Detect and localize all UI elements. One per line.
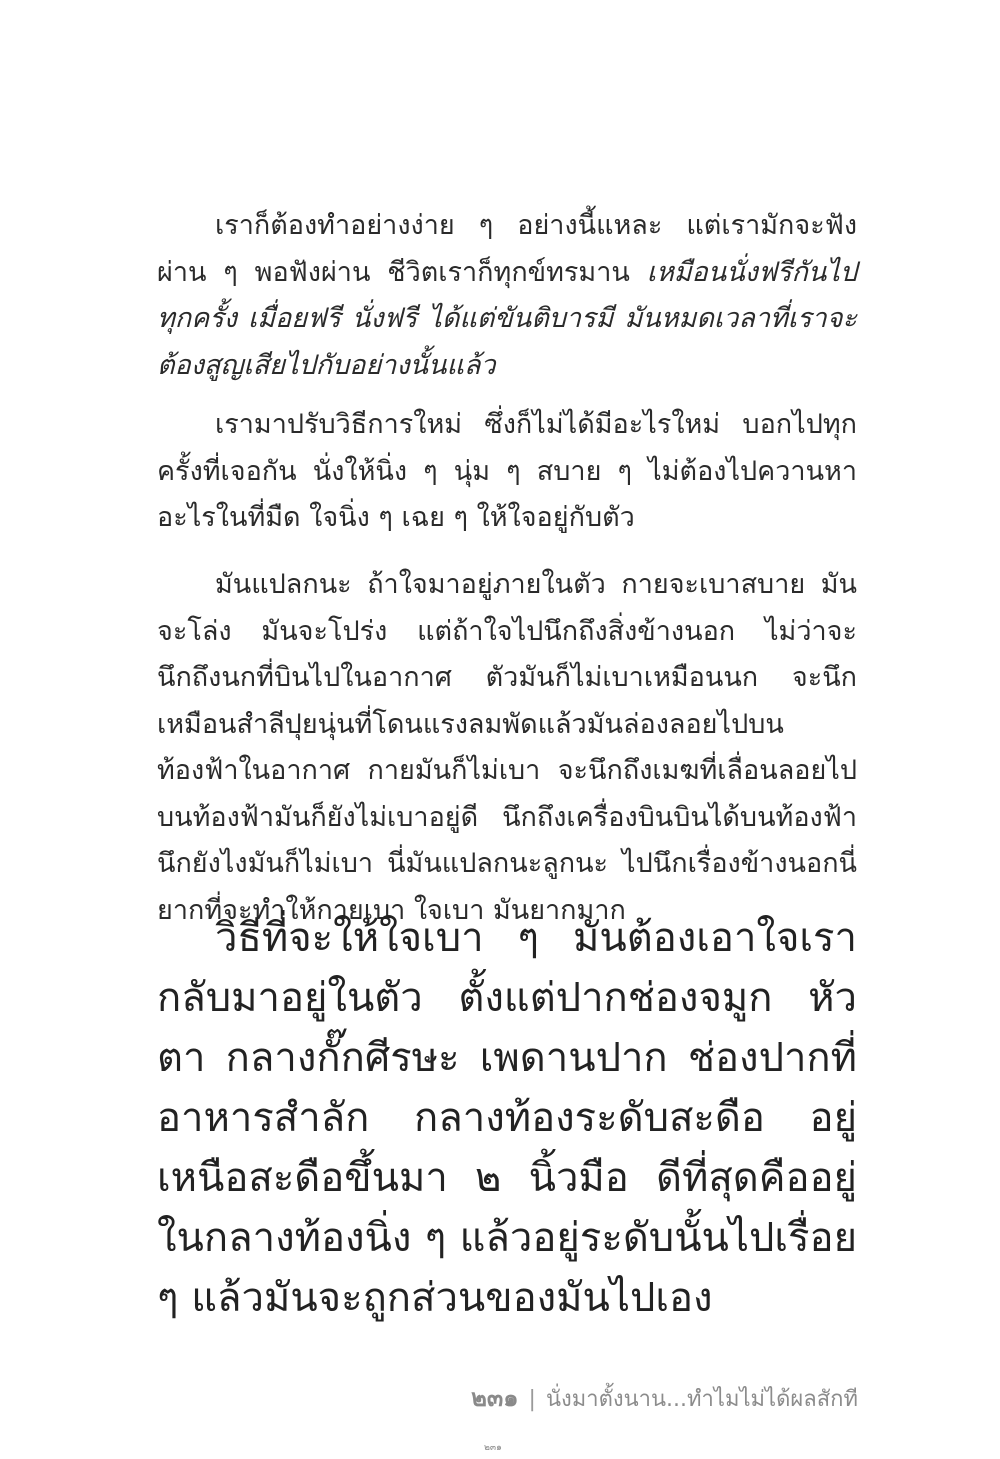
paragraph-3: มันแปลกนะ ถ้าใจมาอยู่ภายในตัว กายจะเบาสบาย มันจะโล่ง มันจะโปร่ง แต่ถ้าใจไปนึกถึงสิ่งข้างนอก ไม่ว่าจะนึกถึงนกที่บินไปในอากาศ ตัวมันก็ไม่เบาเหมือนนก จะนึกเหมือนสำลีปุยนุ่นที่โดนแรงลมพัดแล้วมันล่องลอยไปบนท้องฟ้าในอากาศ กายมันก็ไม่เบา จะนึกถึงเมฆที่เลื่อนลอยไปบนท้องฟ้ามันก็ยังไม่เบาอยู่ดี นึกถึงเครื่องบินบินได้บนท้องฟ้า นึกยังไงมันก็ไม่เบา นี่มันแปลกนะลูกนะ ไปนึกเรื่องข้างนอกนี่ยากที่จะทำให้กายเบา ใจเบา มันยากมาก [157,569,857,926]
paragraph-1-italic-text: เหมือนนั่งฟรีกันไปทุกครั้ง เมื่อยฟรี นั่งฟรี ได้แต่ขันติบารมี มันหมดเวลาที่เราจะต้องสูญเสียไปกับอย่างนั้นแล้ว [157,256,857,381]
book-title: นั่งมาตั้งนาน...ทำไมไม่ได้ผลสักที [545,1387,858,1412]
page-footer [471,1378,858,1417]
bottom-page-mark: ๒๓๑ [484,1443,502,1453]
footer-separator: | [528,1387,536,1412]
paragraph-1 [157,203,857,389]
highlight-paragraph: วิธีที่จะให้ใจเบา ๆ มันต้องเอาใจเรากลับมาอยู่ในตัว ตั้งแต่ปากช่องจมูก หัวตา กลางกั๊กศีรษะ เพดานปาก ช่องปากที่อาหารสำลัก กลางท้องระดับสะดือ อยู่เหนือสะดือขึ้นมา ๒ นิ้วมือ ดีที่สุดคืออยู่ในกลางท้องนิ่ง ๆ แล้วอยู่ระดับนั้นไปเรื่อย ๆ แล้วมันจะถูกส่วนของมันไปเอง [157,915,857,1321]
paragraph-1-text: เราก็ต้องทำอย่างง่าย ๆ อย่างนี้แหละ แต่เรามักจะฟังผ่าน ๆ พอฟังผ่าน ชีวิตเราก็ทุกข์ทรมาน [157,210,857,288]
page-number: ๒๓๑ [471,1384,519,1412]
paragraph-2: เรามาปรับวิธีการใหม่ ซึ่งก็ไม่ได้มีอะไรใหม่ บอกไปทุกครั้งที่เจอกัน นั่งให้นิ่ง ๆ นุ่ม ๆ สบาย ๆ ไม่ต้องไปควานหาอะไรในที่มืด ใจนิ่ง ๆ เฉย ๆ ให้ใจอยู่กับตัว [157,409,857,533]
